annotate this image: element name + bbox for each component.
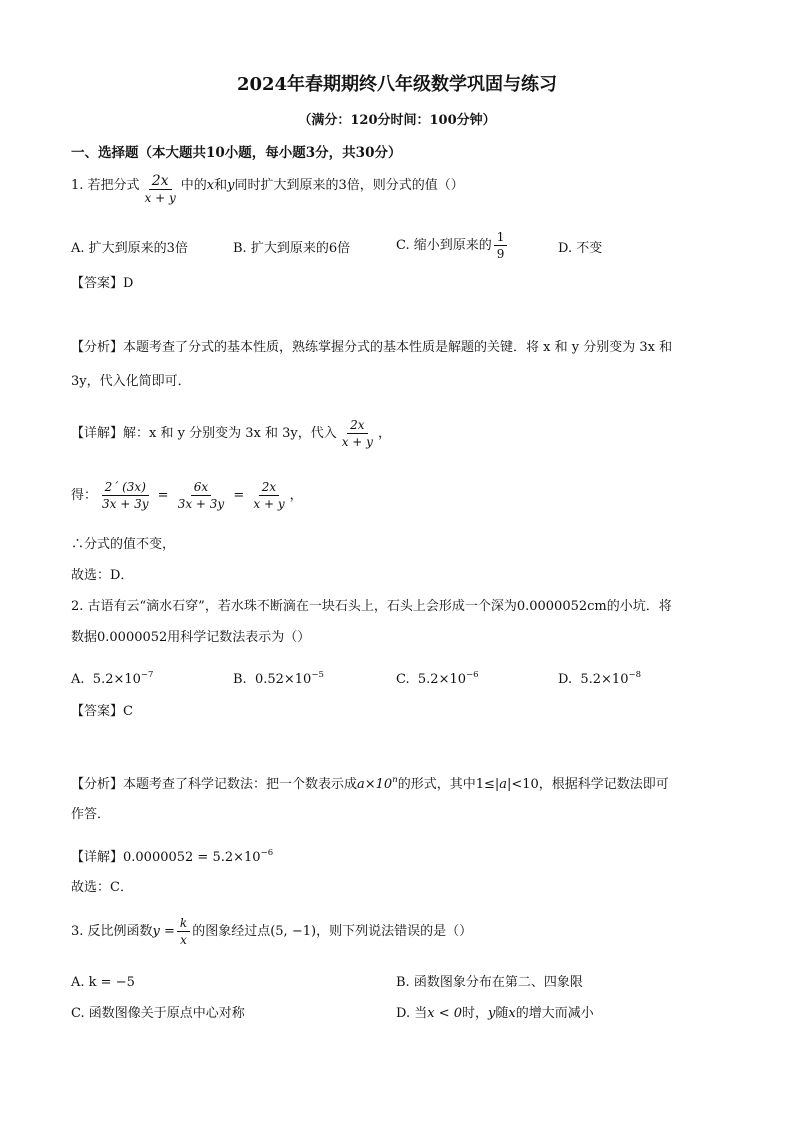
q1-var-y: y [227,178,235,193]
q1-derivation-label: 得： [71,488,98,503]
q2-stem-line-1: 2. 古语有云“滴水石穿”，若水珠不断滴在一块石头上，石头上会形成一个深为0.0000052cm的小坑．将 [71,599,672,614]
q1-option-d: D. 不变 [558,241,603,256]
q3-text-part: ，则下列说法错误的是（） [316,924,473,939]
q1-var-x: x [206,178,215,193]
q3-option-d-text: 的增大而减小 [515,1006,594,1021]
q2-option-c-exponent: −6 [466,670,479,680]
q3-option-d-var-y: y [488,1006,496,1021]
q2-analysis-text: 的形式，其中1≤ [397,777,495,792]
q2-answer: 【答案】C [71,704,133,719]
q2-analysis-form: a×10 [357,777,393,792]
q2-option-b-exponent: −5 [311,670,324,680]
q1-option-c-den: 9 [496,247,505,261]
q2-detail-exponent: −6 [260,848,274,858]
q2-analysis-abs: |a| [494,777,512,792]
q1-derivation-frac-1-num: 2´ (3x) [102,480,149,496]
q1-detail-end: ， [377,426,391,441]
q1-choose: 故选：D． [71,568,134,583]
q2-option-d-exponent: −8 [628,670,641,680]
q2-analysis-line-2: 作答． [71,807,111,822]
q1-derivation-frac-2-num: 6x [191,480,211,496]
q2-detail-text: 【详解】0.0000052 = 5.2×10 [71,850,261,865]
q2-option-d-value: 5.2×10 [580,672,629,687]
q1-detail-text: 【详解】解：x 和 y 分别变为 3x 和 3y，代入 [71,426,337,441]
q3-option-d-text: D. 当 [396,1006,428,1021]
q3-option-d-text: 随 [495,1006,509,1021]
q2-option-b-value: 0.52×10 [254,672,312,687]
q3-frac-numerator: k [177,916,190,932]
q1-therefore: ∴分式的值不变， [71,537,176,552]
q1-option-c-num: 1 [494,230,508,246]
q2-analysis-text: 【分析】本题考查了科学记数法：把一个数表示成 [71,777,358,792]
q2-option-c-value: 5.2×10 [417,672,466,687]
q1-detail-den: x + y [341,435,373,449]
q1-derivation-frac-1-den: 3x + 3y [102,497,149,511]
q3-option-c: C. 函数图像关于原点中心对称 [71,1006,245,1021]
q1-fraction [142,174,179,205]
question-1-stem [71,174,464,205]
q2-stem-line-2: 数据0.0000052用科学记数法表示为（） [71,630,311,645]
page-title: 2024年春期期终八年级数学巩固与练习 [236,74,558,95]
q2-option-a-exponent: −7 [140,670,154,680]
q1-text-part: 1. 若把分式 [71,178,140,193]
q2-option-d [558,666,641,689]
q1-derivation-frac-1 [99,480,152,511]
q1-derivation [71,480,303,511]
q1-option-b: B. 扩大到原来的6倍 [233,241,351,256]
q1-analysis-line-2: 3y，代入化简即可． [71,374,191,389]
question-3-stem [71,916,472,947]
q1-derivation-frac-3-num: 2x [259,480,279,496]
q1-derivation-frac-2-den: 3x + 3y [177,497,225,511]
q2-option-d-label: D. [558,672,573,687]
q1-detail-fraction [339,418,376,449]
q3-fraction [177,916,190,947]
q1-derivation-frac-3 [250,480,287,511]
equals-sign: = [157,488,169,503]
q3-option-d [396,1005,594,1023]
q1-frac-denominator: x + y [144,191,176,205]
q3-option-a: A. k = −5 [71,975,135,990]
q2-option-a [71,666,153,689]
q2-option-a-value: 5.2×10 [92,672,141,687]
q2-option-c-label: C. [396,672,410,687]
q2-analysis-exponent: n [392,775,398,785]
q3-option-d-var-x: x [508,1006,516,1021]
q2-option-c [396,666,479,689]
q1-derivation-frac-3-den: x + y [253,497,285,511]
q1-analysis-line-1: 【分析】本题考查了分式的基本性质，熟练掌握分式的基本性质是解题的关键．将 x 和 y 分别变为 3x 和 [71,340,673,355]
q1-derivation-frac-2 [175,480,228,511]
equals-sign: = [233,488,245,503]
q1-detail-line [71,418,391,449]
q1-detail-num: 2x [347,418,367,434]
q1-answer: 【答案】D [71,276,134,291]
q3-option-d-condition: x < 0 [427,1006,462,1021]
q1-derivation-end: ， [289,488,303,503]
page-subtitle: （满分：120分时间：100分钟） [298,113,496,128]
q2-analysis-text: <10，根据科学记数法即可 [511,777,669,792]
q3-frac-denominator: x [180,933,187,947]
q2-option-a-label: A. [71,672,85,687]
section-heading: 一、选择题（本大题共10小题，每小题3分，共30分） [71,145,402,161]
q1-option-c-fraction [494,230,508,261]
q1-text-part: 同时扩大到原来的3倍，则分式的值（） [234,178,464,193]
q3-point: (5, −1) [270,924,317,939]
q1-option-c-text: C. 缩小到原来的 [396,238,492,253]
q2-choose: 故选：C． [71,880,133,895]
q1-text-part: 和 [214,178,228,193]
q1-option-a: A. 扩大到原来的3倍 [71,241,188,256]
q3-function-lhs: y = [152,924,175,939]
q2-option-b [233,666,324,689]
q2-detail [71,844,273,867]
q3-option-b: B. 函数图象分布在第二、四象限 [396,975,583,990]
q1-text-part: 中的 [180,178,207,193]
q3-text-part: 的图象经过点 [192,924,271,939]
q3-option-d-text: 时， [462,1006,489,1021]
q2-analysis-line-1 [71,771,669,794]
q1-option-c [396,230,509,261]
q1-frac-numerator: 2x [149,174,172,190]
q3-text-part: 3. 反比例函数 [71,924,153,939]
q2-option-b-label: B. [233,672,247,687]
